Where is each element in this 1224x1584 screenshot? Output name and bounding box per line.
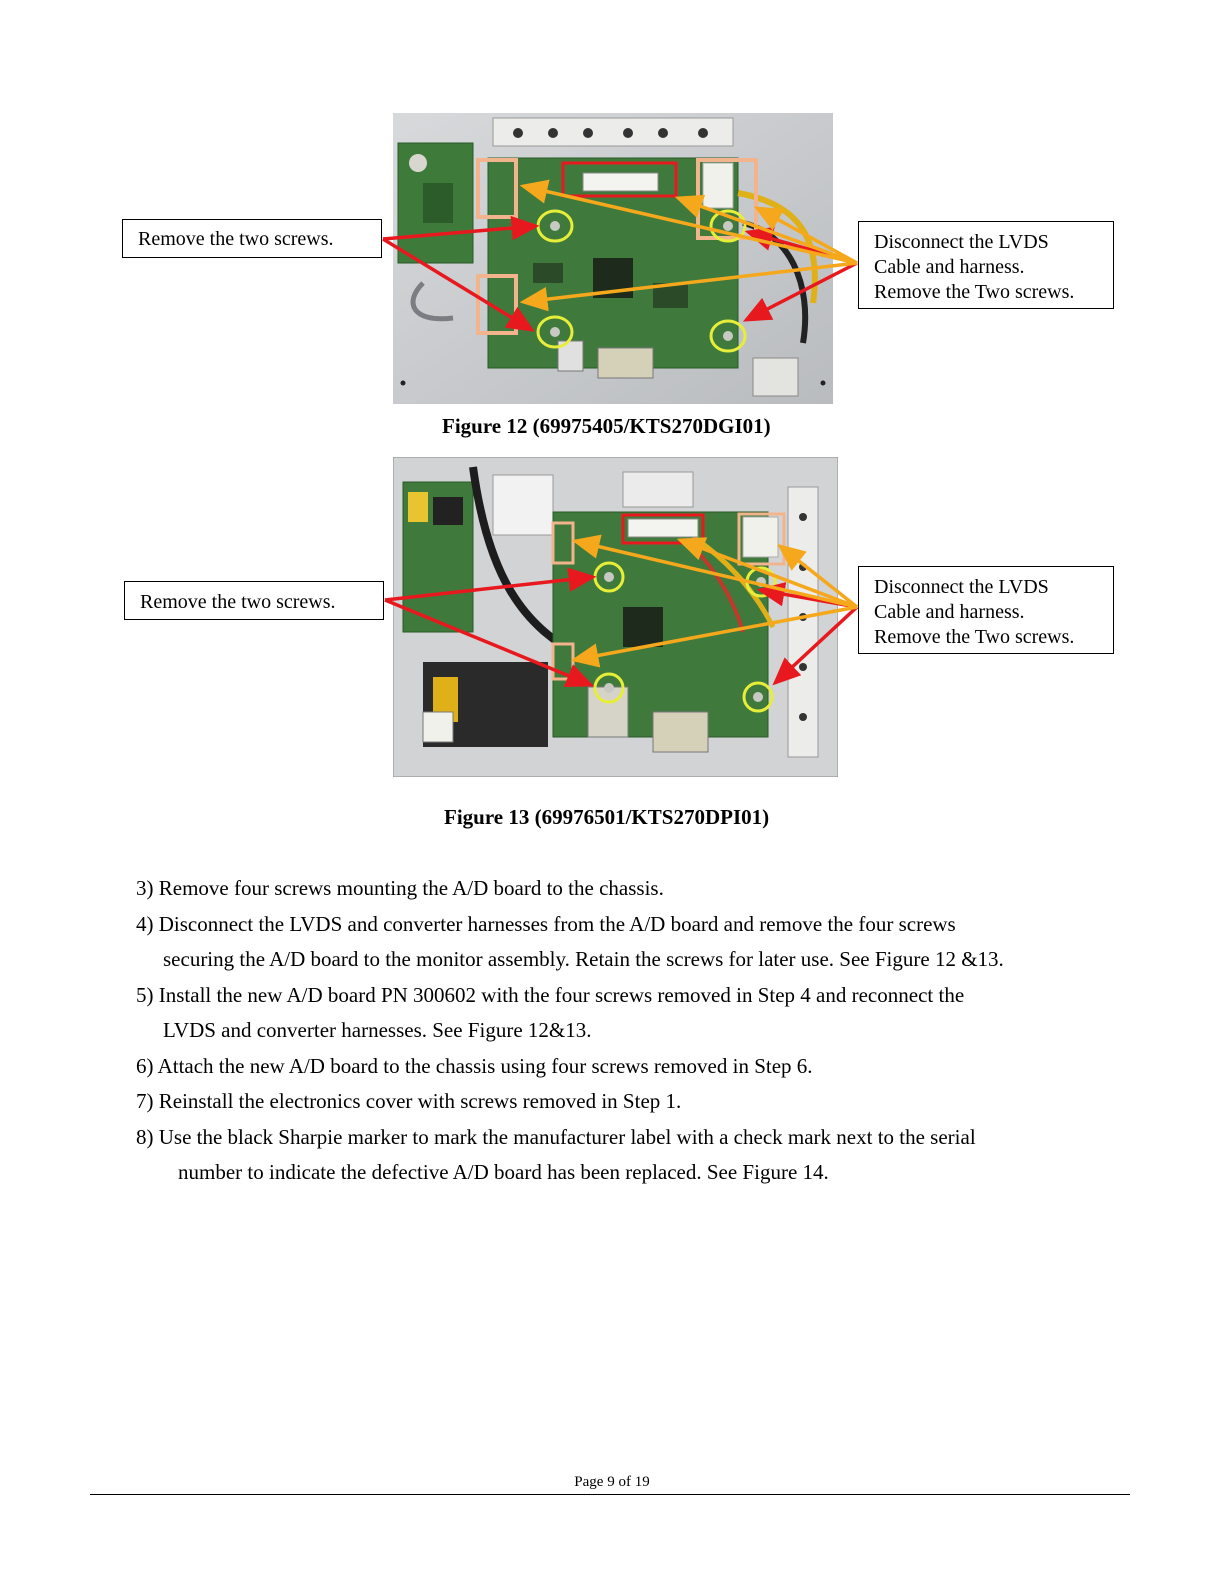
footer-rule bbox=[90, 1494, 1130, 1495]
callout-line-1: Disconnect the LVDS bbox=[874, 231, 1049, 253]
step-5-continued: LVDS and converter harnesses. See Figure 12&13. bbox=[163, 1018, 592, 1042]
step-7: 7) Reinstall the electronics cover with screws removed in Step 1. bbox=[136, 1089, 682, 1113]
step-4-continued: securing the A/D board to the monitor assembly. Retain the screws for later use. See Figure 12 &13. bbox=[163, 947, 1004, 971]
page-number: Page 9 of 19 bbox=[574, 1474, 650, 1490]
callout-text: Remove the two screws. bbox=[140, 591, 336, 613]
figure-13-caption: Figure 13 (69976501/KTS270DPI01) bbox=[444, 805, 770, 829]
callout-line-1: Disconnect the LVDS bbox=[874, 576, 1049, 598]
step-8: 8) Use the black Sharpie marker to mark the manufacturer label with a check mark next to the serial bbox=[136, 1125, 976, 1149]
callout-line-2: Cable and harness. bbox=[874, 601, 1025, 623]
callout-text: Remove the two screws. bbox=[138, 228, 334, 250]
step-5: 5) Install the new A/D board PN 300602 with the four screws removed in Step 4 and reconnect the bbox=[136, 983, 965, 1007]
step-8-continued: number to indicate the defective A/D board has been replaced. See Figure 14. bbox=[178, 1160, 829, 1184]
step-3: 3) Remove four screws mounting the A/D board to the chassis. bbox=[136, 876, 664, 900]
figure-12-photo bbox=[393, 113, 833, 404]
figure-13-photo bbox=[393, 457, 838, 777]
callout-line-3: Remove the Two screws. bbox=[874, 626, 1075, 648]
figure-12-caption: Figure 12 (69975405/KTS270DGI01) bbox=[442, 414, 771, 438]
figure-12-left-callout bbox=[122, 219, 382, 258]
callout-line-3: Remove the Two screws. bbox=[874, 281, 1075, 303]
callout-line-2: Cable and harness. bbox=[874, 256, 1025, 278]
figure-12-right-callout bbox=[858, 221, 1114, 309]
figure-13-right-callout bbox=[858, 566, 1114, 654]
step-6: 6) Attach the new A/D board to the chassis using four screws removed in Step 6. bbox=[136, 1054, 813, 1078]
figure-13-left-callout bbox=[124, 581, 384, 620]
step-4: 4) Disconnect the LVDS and converter harnesses from the A/D board and remove the four screws bbox=[136, 912, 956, 936]
